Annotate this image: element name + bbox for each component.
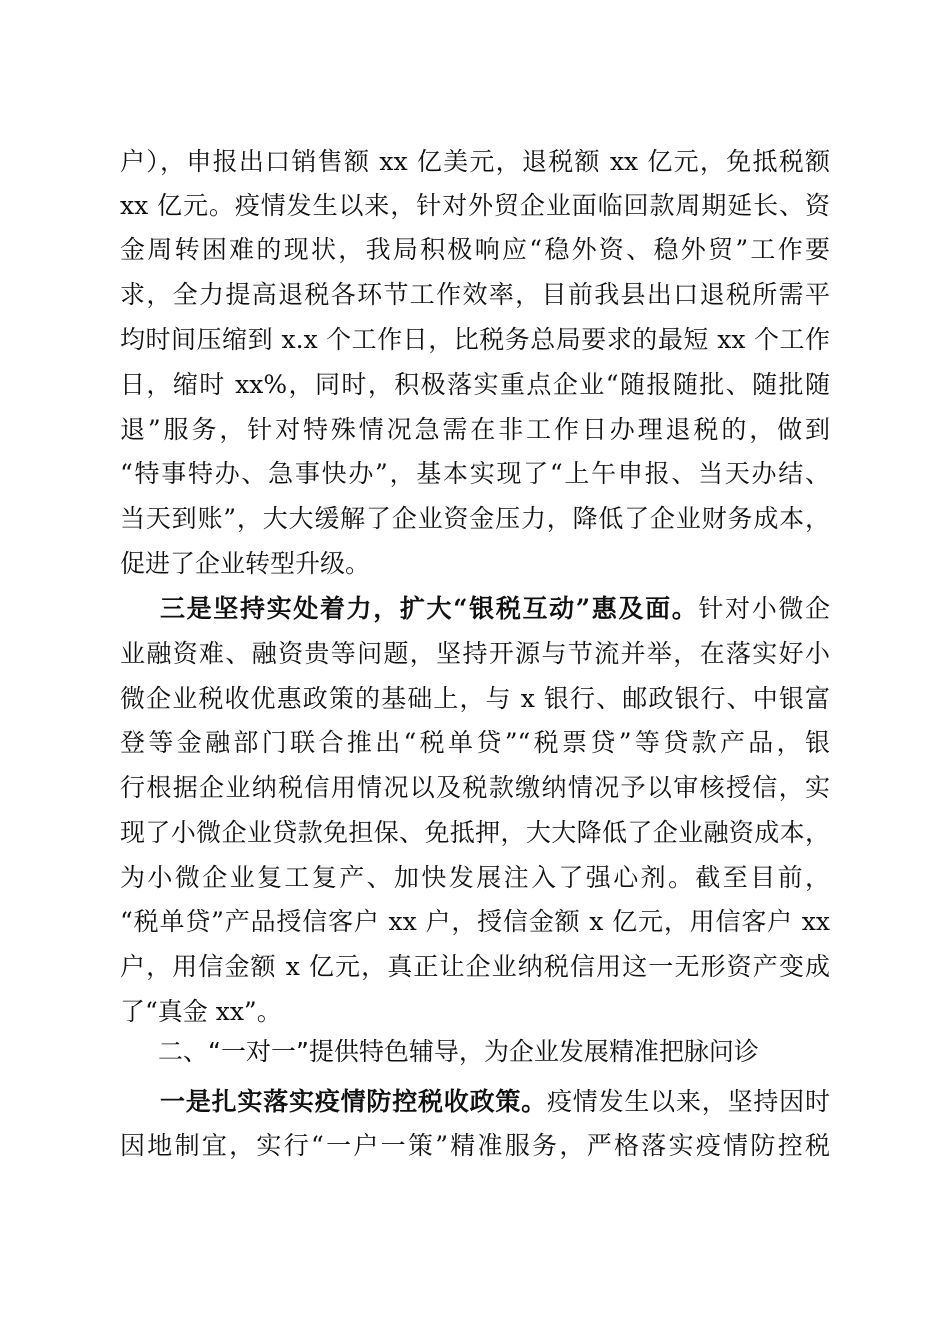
text-line: 退”服务，针对特殊情况急需在非工作日办理退税的，做到	[120, 415, 830, 444]
text-line: 微企业税收优惠政策的基础上，与 x 银行、邮政银行、中银富	[120, 684, 830, 713]
text-line: 行根据企业纳税信用情况以及税款缴纳情况予以审核授信，实	[120, 773, 830, 802]
text-line: 户），申报出口销售额 xx 亿美元，退税额 xx 亿元，免抵税额	[120, 147, 830, 176]
text-line: 现了小微企业贷款免担保、免抵押，大大降低了企业融资成本，	[120, 818, 830, 847]
text-line: “税单贷”产品授信客户 xx 户，授信金额 x 亿元，用信客户 xx	[120, 907, 830, 936]
paragraph-first-line	[160, 1080, 830, 1124]
text-line: xx 亿元。疫情发生以来，针对外贸企业面临回款周期延长、资	[120, 191, 830, 220]
text-line: 了“真金 xx”。	[120, 997, 282, 1026]
paragraph-text: 疫情发生以来，坚持因时	[546, 1087, 830, 1116]
text-line: 日，缩时 xx%，同时，积极落实重点企业“随报随批、随批随	[120, 370, 830, 399]
paragraph-text: 针对小微企	[698, 594, 830, 623]
text-line: 求，全力提高退税各环节工作效率，目前我县出口退税所需平	[120, 280, 830, 309]
text-line: 促进了企业转型升级。	[120, 549, 371, 578]
section-heading: 二、“一对一”提供特色辅导，为企业发展精准把脉问诊	[158, 1037, 759, 1066]
text-line: 当天到账”，大大缓解了企业资金压力，降低了企业财务成本，	[120, 504, 830, 533]
text-line: “特事特办、急事快办”，基本实现了“上午申报、当天办结、	[120, 459, 830, 488]
paragraph-first-line	[160, 587, 830, 631]
text-line: 为小微企业复工复产、加快发展注入了强心剂。截至目前，	[120, 863, 830, 892]
text-line: 登等金融部门联合推出“税单贷”“税票贷”等贷款产品，银	[120, 728, 830, 757]
text-line: 业融资难、融资贵等问题，坚持开源与节流并举，在落实好小	[120, 639, 830, 668]
text-line: 户，用信金额 x 亿元，真正让企业纳税信用这一无形资产变成	[120, 952, 830, 981]
text-line: 均时间压缩到 x.x 个工作日，比税务总局要求的最短 xx 个工作	[120, 325, 830, 354]
text-line: 金周转困难的现状，我局积极响应“稳外资、稳外贸”工作要	[120, 235, 830, 264]
text-line: 因地制宜，实行“一户一策”精准服务，严格落实疫情防控税	[120, 1131, 830, 1160]
paragraph-lead: 三是坚持实处着力，扩大“银税互动”惠及面。	[160, 594, 699, 623]
paragraph-lead: 一是扎实落实疫情防控税收政策。	[160, 1087, 547, 1116]
